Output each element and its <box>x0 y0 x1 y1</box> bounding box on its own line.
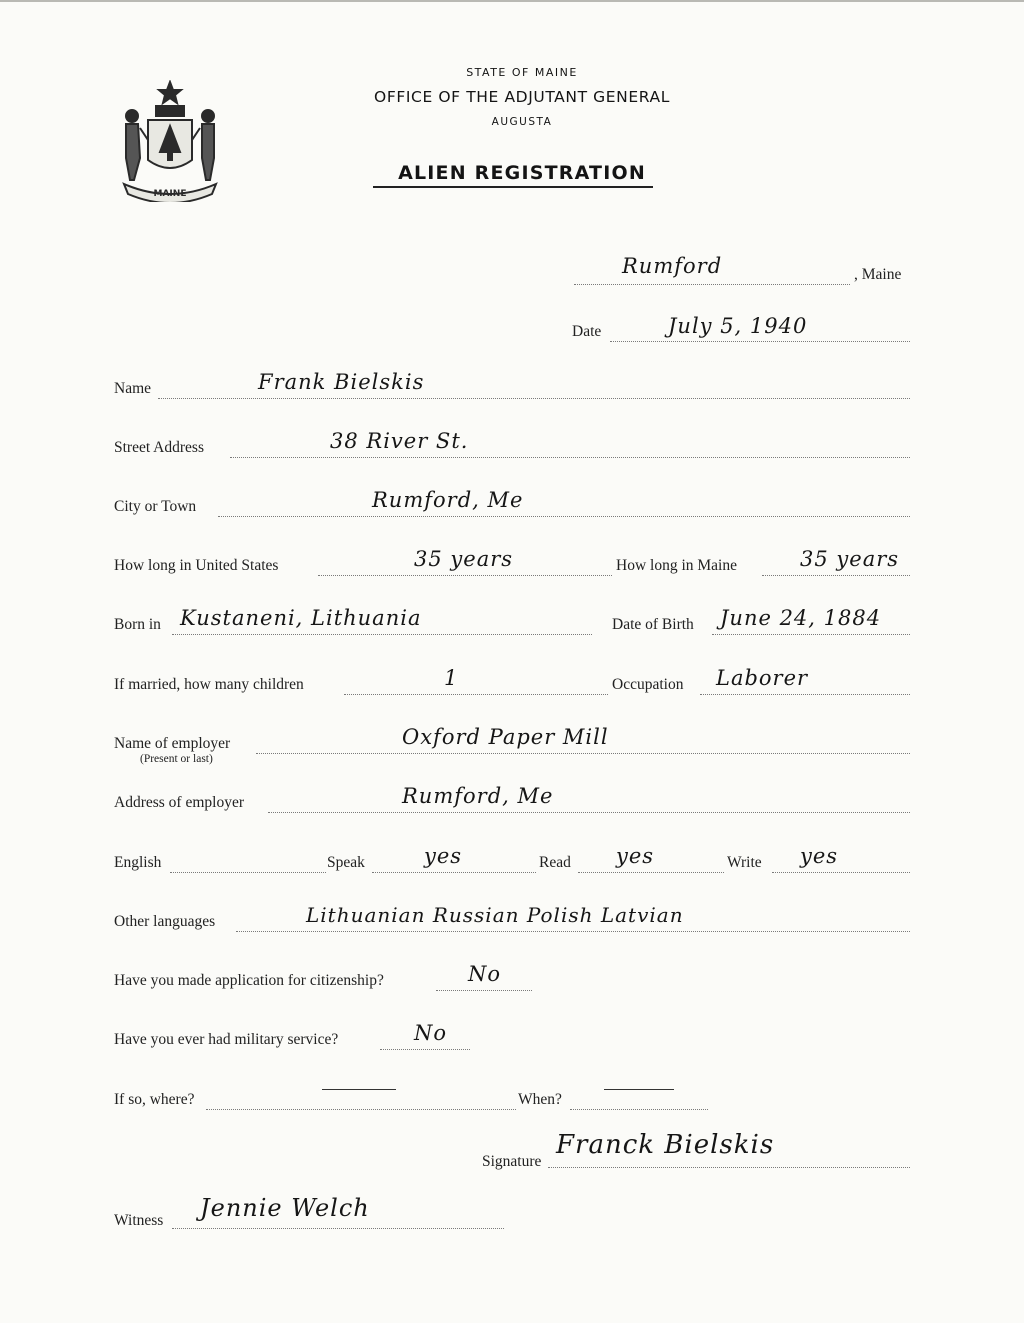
how-long-us-value: 35 years <box>414 547 514 571</box>
occupation-label: Occupation <box>612 676 684 693</box>
how-long-us-label: How long in United States <box>114 557 279 574</box>
read-label: Read <box>539 854 571 871</box>
born-in-value: Kustaneni, Lithuania <box>180 606 422 630</box>
street-value: 38 River St. <box>330 429 469 453</box>
write-value: yes <box>800 844 839 868</box>
date-label: Date <box>572 323 602 340</box>
date-value: July 5, 1940 <box>668 314 808 338</box>
town-label: , Maine <box>854 266 902 283</box>
street-label: Street Address <box>114 439 204 456</box>
military-label: Have you ever had military service? <box>114 1031 339 1048</box>
other-languages-label: Other languages <box>114 913 216 930</box>
city-label: City or Town <box>114 498 197 515</box>
signature-label: Signature <box>482 1153 542 1170</box>
witness-value: Jennie Welch <box>200 1194 370 1222</box>
state-heading: STATE OF MAINE <box>466 66 578 79</box>
citizenship-value: No <box>468 962 502 986</box>
how-long-maine-label: How long in Maine <box>616 557 737 574</box>
employer-label: Name of employer <box>114 735 231 752</box>
how-long-maine-value: 35 years <box>800 547 900 571</box>
witness-label: Witness <box>114 1212 164 1229</box>
write-label: Write <box>727 854 762 871</box>
military-value: No <box>414 1021 448 1045</box>
speak-label: Speak <box>327 854 365 871</box>
other-languages-value: Lithuanian Russian Polish Latvian <box>306 903 684 927</box>
name-value: Frank Bielskis <box>258 370 425 394</box>
speak-value: yes <box>424 844 463 868</box>
title-underline <box>373 186 653 188</box>
date-of-birth-value: June 24, 1884 <box>720 606 882 630</box>
born-in-label: Born in <box>114 616 161 633</box>
seal-banner-text: MAINE <box>153 189 187 199</box>
office-heading: OFFICE OF THE ADJUTANT GENERAL <box>374 88 670 106</box>
children-label: If married, how many children <box>114 676 304 693</box>
form-title: ALIEN REGISTRATION <box>398 162 646 184</box>
signature-value: Franck Bielskis <box>556 1130 775 1160</box>
english-label: English <box>114 854 162 871</box>
employer-address-label: Address of employer <box>114 794 244 811</box>
children-value: 1 <box>444 666 459 690</box>
employer-address-value: Rumford, Me <box>402 784 554 808</box>
occupation-value: Laborer <box>716 666 809 690</box>
when-label: When? <box>518 1091 562 1108</box>
city-heading: AUGUSTA <box>491 116 553 128</box>
citizenship-label: Have you made application for citizenship? <box>114 972 384 989</box>
name-label: Name <box>114 380 152 397</box>
employer-sublabel: (Present or last) <box>140 753 213 765</box>
when-dash <box>604 1089 674 1090</box>
date-of-birth-label: Date of Birth <box>612 616 694 633</box>
read-value: yes <box>616 844 655 868</box>
city-value: Rumford, Me <box>372 488 524 512</box>
where-label: If so, where? <box>114 1091 195 1108</box>
employer-value: Oxford Paper Mill <box>402 725 609 749</box>
where-dash <box>322 1089 396 1090</box>
town-value: Rumford <box>622 254 723 278</box>
